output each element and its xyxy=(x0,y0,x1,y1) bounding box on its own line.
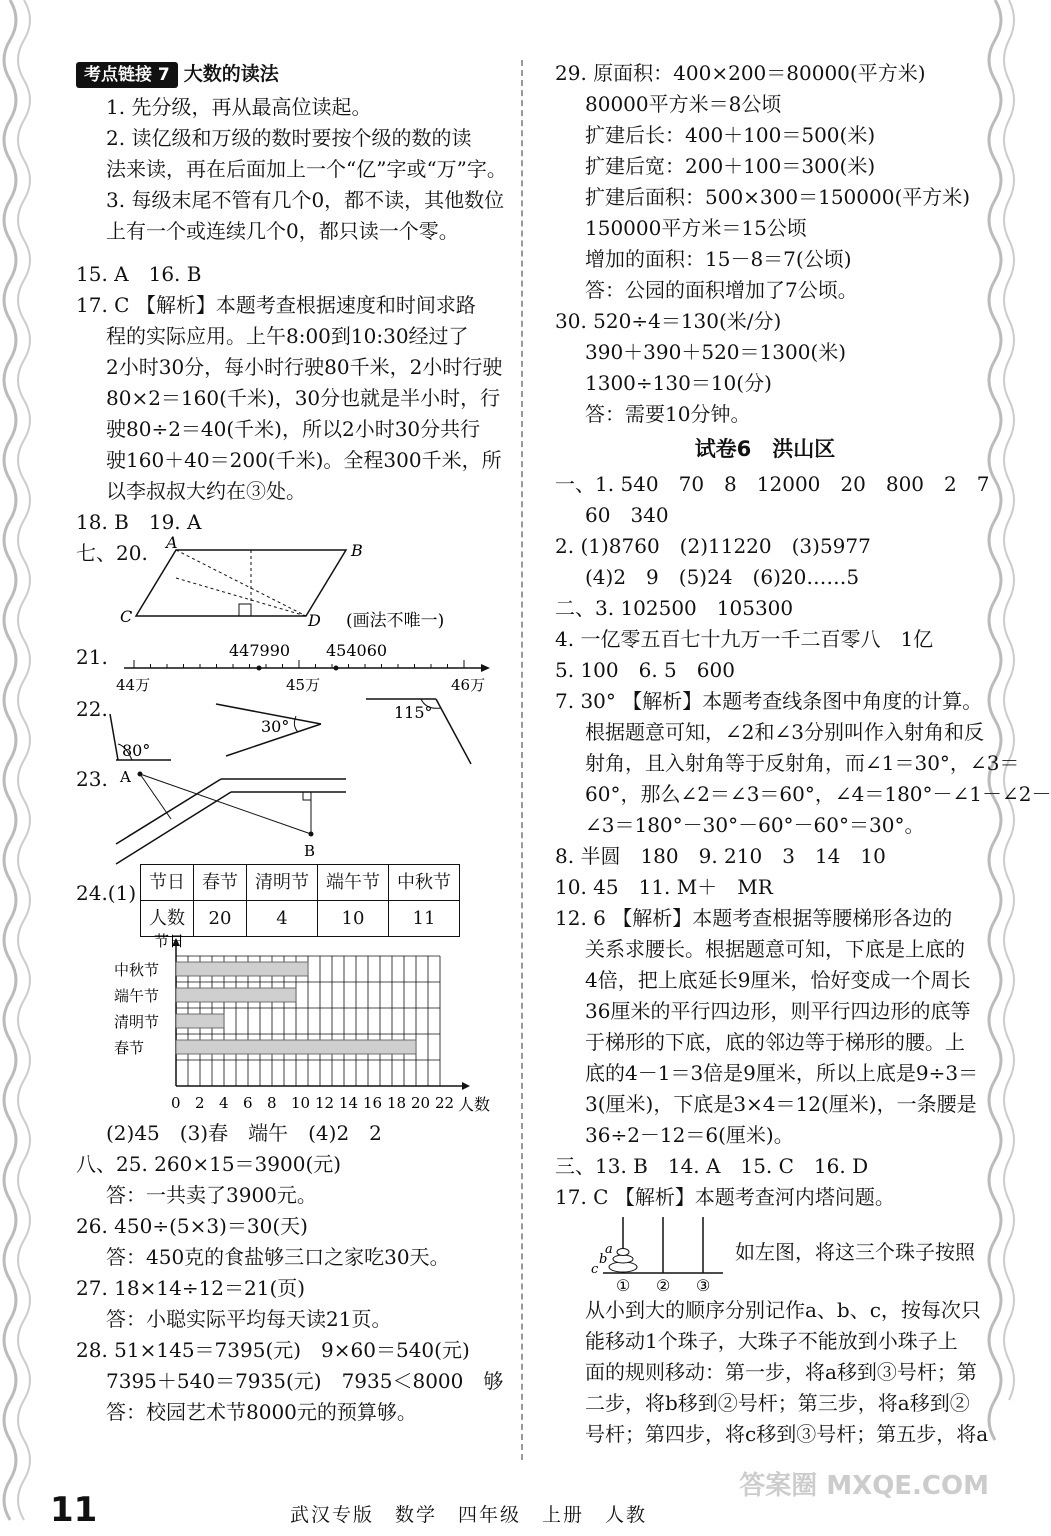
tip-line: 2. 读亿级和万级的数时要按个级的数的读 xyxy=(106,126,472,150)
answer-7-line: ∠3＝180°－30°－60°－60°＝30°。 xyxy=(585,813,925,837)
category-label: 清明节 xyxy=(114,1013,160,1031)
answer-4: 4. 一亿零五百七十九万一千二百零八 1亿 xyxy=(555,627,934,651)
answer-12-line: 4倍，把上底延长9厘米，恰好变成一个周长 xyxy=(585,968,971,992)
x-tick-label: 10 xyxy=(291,1094,311,1112)
answer-17-line: 2小时30分，每小时行驶80千米，2小时行驶 xyxy=(106,355,503,379)
point-a-label: A xyxy=(166,533,178,552)
answer-7-line: 7. 30° 【解析】本题考查线条图中角度的计算。 xyxy=(555,689,983,713)
x-axis-title: 人数 xyxy=(458,1095,491,1114)
answer-17-body: 面的规则移动：第一步，将a移到③号杆；第 xyxy=(585,1360,977,1384)
point-d-label: D xyxy=(308,611,321,630)
answer-10-11: 10. 45 11. M＋ MR xyxy=(555,875,773,899)
table-cell: 20 xyxy=(194,901,247,937)
value-454060: 454060 xyxy=(326,641,388,660)
answer-12-line: 于梯形的下底，底的邻边等于梯形的腰。上 xyxy=(585,1030,965,1054)
answer-3: 二、3. 102500 105300 xyxy=(555,596,794,620)
tick-46wan: 46万 xyxy=(451,676,486,694)
answer-12-line: 36÷2－12＝6(厘米)。 xyxy=(585,1123,794,1147)
answer-17-line: 驶160＋40＝200(千米)。全程300千米，所 xyxy=(106,448,502,472)
x-tick-label: 0 xyxy=(171,1094,181,1112)
answer-7-line: 射角，且入射角等于反射角，而∠1＝30°，∠3＝ xyxy=(585,751,1020,775)
answer-30-line: 30. 520÷4＝130(米/分) xyxy=(555,309,782,333)
category-label: 端午节 xyxy=(114,987,160,1005)
answer-18-19: 18. B 19. A xyxy=(76,510,202,534)
answer-29-line: 扩建后宽：200＋100＝300(米) xyxy=(585,154,876,178)
x-tick-label: 18 xyxy=(387,1094,407,1112)
answer-29-line: 150000平方米＝15公顷 xyxy=(585,216,807,240)
answer-17-body: 从小到大的顺序分别记作a、b、c，按每次只 xyxy=(585,1298,981,1322)
answer-17-line: 80×2＝160(千米)，30分也就是半小时，行 xyxy=(106,386,501,410)
answer-17-line: 驶80÷2＝40(千米)，所以2小时30分共行 xyxy=(106,417,481,441)
bead-a: a xyxy=(605,1242,613,1257)
answer-12-line: 底的4－1＝3倍是9厘米，所以上底是9÷3＝ xyxy=(585,1061,979,1085)
x-axis-arrow xyxy=(462,1082,470,1090)
answer-29-line: 扩建后长：400＋100＝500(米) xyxy=(585,123,876,147)
answer-17-body: 能移动1个珠子，大珠子不能放到小珠子上 xyxy=(585,1329,958,1353)
answer-26-line: 答：450克的食盐够三口之家吃30天。 xyxy=(106,1245,450,1269)
x-tick-label: 16 xyxy=(363,1094,383,1112)
answer-21-label: 21. xyxy=(76,645,108,669)
answer-17-body: 二步，将b移到②号杆；第三步，将a移到② xyxy=(585,1391,970,1415)
answer-25-line: 答：一共卖了3900元。 xyxy=(106,1183,317,1207)
road-figure xyxy=(116,764,496,864)
answer-21 xyxy=(76,638,516,694)
answer-22-label: 22. xyxy=(76,697,108,721)
answer-13-16: 三、13. B 14. A 15. C 16. D xyxy=(555,1154,869,1178)
answer-8-9: 8. 半圆 180 9. 210 3 14 10 xyxy=(555,844,886,868)
answer-2-line: 2. (1)8760 (2)11220 (3)5977 xyxy=(555,534,871,558)
angle-115: 115° xyxy=(394,703,433,722)
value-447990: 447990 xyxy=(229,641,291,660)
hanoi-side-text: 如左图，将这三个珠子按照 xyxy=(735,1240,975,1264)
peg-3: ③ xyxy=(696,1276,711,1295)
left-column xyxy=(76,58,516,1428)
answer-7-line: 60°，那么∠2＝∠3＝60°，∠4＝180°－∠1－∠2－ xyxy=(585,782,1051,806)
y-axis-title: 节日 xyxy=(154,932,185,950)
drawing-note: (画法不唯一) xyxy=(346,611,445,631)
tip-line: 1. 先分级，再从最高位读起。 xyxy=(106,95,372,119)
answer-12-line: 关系求腰长。根据题意可知，下底是上底的 xyxy=(585,937,965,961)
answer-29-line: 29. 原面积：400×200＝80000(平方米) xyxy=(555,61,926,85)
answer-29-line: 增加的面积：15－8＝7(公顷) xyxy=(585,247,852,271)
answer-12-line: 3(厘米)，下底是3×4＝12(厘米)，一条腰是 xyxy=(585,1092,977,1116)
tick-44wan: 44万 xyxy=(116,676,151,694)
answer-17-body: 号杆；第四步，将c移到③号杆；第五步，将a xyxy=(585,1422,989,1446)
point-c-label: C xyxy=(120,607,133,626)
watermark: 答案圈 MXQE.COM xyxy=(739,1471,989,1501)
bar xyxy=(176,962,308,976)
answer-30-line: 1300÷130＝10(分) xyxy=(585,371,772,395)
tip-line: 3. 每级末尾不管有几个0，都不读，其他数位 xyxy=(106,188,505,212)
table-cell: 春节 xyxy=(194,865,247,901)
answer-24-label: 24.(1) xyxy=(76,881,137,905)
footer-info: 武汉专版 数学 四年级 上册 人教 xyxy=(290,1504,648,1526)
answer-17-head: 17. C 【解析】本题考查河内塔问题。 xyxy=(555,1185,895,1209)
answer-24 xyxy=(76,864,516,934)
answer-29-line: 答：公园的面积增加了7公顷。 xyxy=(585,278,858,302)
answer-29-line: 80000平方米＝8公顷 xyxy=(585,92,782,116)
answer-20-label: 七、20. xyxy=(76,541,148,565)
answer-28-line: 7395＋540＝7935(元) 7935＜8000 够 xyxy=(106,1369,504,1393)
footer xyxy=(50,1490,97,1530)
x-tick-label: 20 xyxy=(411,1094,431,1112)
hanoi-figure xyxy=(583,1213,733,1295)
answer-27-line: 答：小聪实际平均每天读21页。 xyxy=(106,1307,392,1331)
answer-24-others: (2)45 (3)春 端午 (4)2 2 xyxy=(106,1121,382,1145)
answer-12-line: 36厘米的平行四边形，则平行四边形的底等 xyxy=(585,999,971,1023)
answer-22 xyxy=(76,694,516,764)
x-tick-label: 8 xyxy=(267,1094,277,1112)
angles-figure xyxy=(116,694,516,764)
peg-1: ① xyxy=(616,1276,631,1295)
point-a-road: A xyxy=(120,768,131,786)
bead-c: c xyxy=(591,1262,599,1277)
answer-20 xyxy=(76,533,516,638)
peg-2: ② xyxy=(656,1276,671,1295)
left-border-decoration xyxy=(0,0,38,1536)
right-column xyxy=(555,58,1051,1450)
table-cell: 中秋节 xyxy=(389,865,460,901)
table-cell: 人数 xyxy=(141,901,194,937)
tick-45wan: 45万 xyxy=(286,676,321,694)
tip-badge: 考点链接 7 xyxy=(76,62,178,88)
x-tick-label: 12 xyxy=(315,1094,335,1112)
angle-30: 30° xyxy=(261,717,290,736)
x-tick-label: 6 xyxy=(243,1094,253,1112)
answer-23 xyxy=(76,764,516,864)
answer-5-6: 5. 100 6. 5 600 xyxy=(555,658,735,682)
answer-30-line: 答：需要10分钟。 xyxy=(585,402,751,426)
answer-30-line: 390＋390＋520＝1300(米) xyxy=(585,340,847,364)
table-cell: 清明节 xyxy=(247,865,318,901)
bar xyxy=(176,1014,224,1028)
x-tick-label: 2 xyxy=(195,1094,205,1112)
point-b-road: B xyxy=(304,842,316,860)
tip-line: 上有一个或连续几个0，都只读一个零。 xyxy=(106,219,459,243)
bar-chart xyxy=(76,934,516,1118)
category-label: 春节 xyxy=(114,1039,145,1057)
table-cell: 4 xyxy=(247,901,318,937)
answer-23-label: 23. xyxy=(76,767,108,791)
answer-26-line: 26. 450÷(5×3)＝30(天) xyxy=(76,1214,308,1238)
tip-title: 大数的读法 xyxy=(183,63,279,85)
answer-7-line: 根据题意可知，∠2和∠3分别叫作入射角和反 xyxy=(585,720,984,744)
answer-17-line: 以李叔叔大约在③处。 xyxy=(106,479,306,503)
answer-1-line: 一、1. 540 70 8 12000 20 800 2 7 xyxy=(555,472,990,496)
point-b-label: B xyxy=(351,541,363,560)
parallelogram-figure xyxy=(120,533,476,638)
answer-27-line: 27. 18×14÷12＝21(页) xyxy=(76,1276,306,1300)
answer-12-line: 12. 6 【解析】本题考查根据等腰梯形各边的 xyxy=(555,906,953,930)
table-cell: 10 xyxy=(318,901,389,937)
table-cell: 11 xyxy=(389,901,460,937)
bar-chart-wrap xyxy=(76,934,516,1118)
x-tick-label: 22 xyxy=(435,1094,455,1112)
table-row xyxy=(141,865,460,901)
table-cell: 节日 xyxy=(141,865,194,901)
bar xyxy=(176,988,296,1002)
answer-1-line: 60 340 xyxy=(585,503,669,527)
bar xyxy=(176,1040,416,1054)
column-divider xyxy=(521,60,523,1460)
answer-28-line: 答：校园艺术节8000元的预算够。 xyxy=(106,1400,417,1424)
x-tick-label: 14 xyxy=(339,1094,359,1112)
number-line xyxy=(116,638,496,694)
table-cell: 端午节 xyxy=(318,865,389,901)
answer-2-line: (4)2 9 (5)24 (6)20……5 xyxy=(585,565,860,589)
answer-28-line: 28. 51×145＝7395(元) 9×60＝540(元) xyxy=(76,1338,470,1362)
answer-25-line: 八、25. 260×15＝3900(元) xyxy=(76,1152,342,1176)
category-label: 中秋节 xyxy=(114,961,160,979)
tip-line: 法来读，再在后面加上一个“亿”字或“万”字。 xyxy=(106,157,507,181)
page-number: 11 xyxy=(50,1490,98,1530)
festival-table xyxy=(140,864,460,937)
answer-17-line: 17. C 【解析】本题考查根据速度和时间求路 xyxy=(76,293,476,317)
section-title: 试卷6 洪山区 xyxy=(694,437,836,461)
answer-15-16: 15. A 16. B xyxy=(76,262,202,286)
bead-b: b xyxy=(599,1252,608,1267)
table-row xyxy=(141,901,460,937)
hanoi-figure-wrap xyxy=(555,1213,975,1295)
answer-17-line: 程的实际应用。上午8:00到10:30经过了 xyxy=(106,324,469,348)
angle-80: 80° xyxy=(122,741,151,760)
tip-header xyxy=(76,58,516,90)
answer-29-line: 扩建后面积：500×300＝150000(平方米) xyxy=(585,185,971,209)
x-tick-label: 4 xyxy=(219,1094,229,1112)
